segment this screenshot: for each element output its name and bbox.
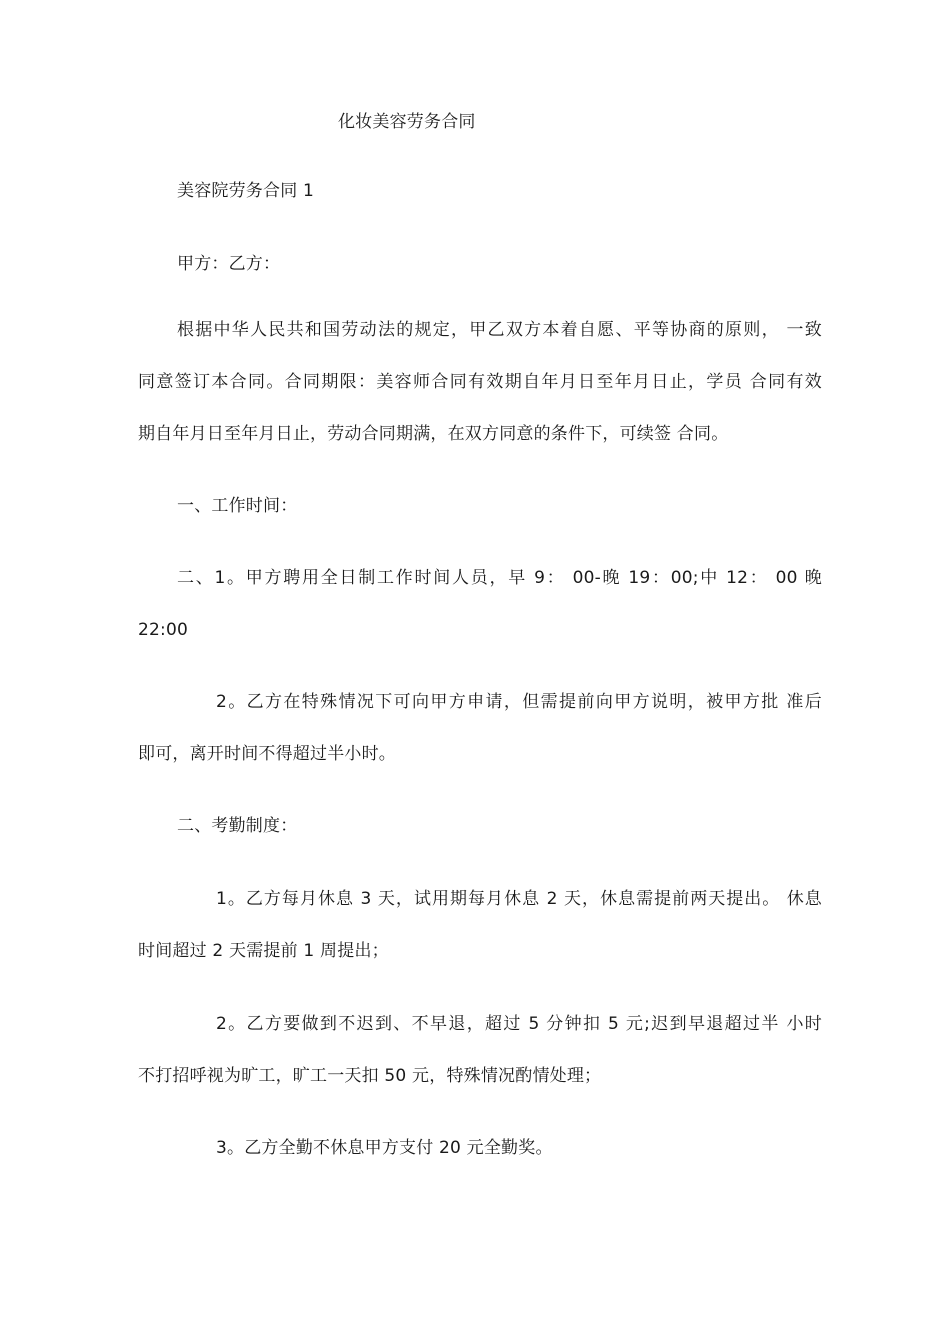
document-title: 化妆美容劳务合同 (338, 112, 476, 132)
work-item-1-line-1: 二、1。甲方聘用全日制工作时间人员，早 9： 00-晚 19：00;中 12： 00 晚 (177, 568, 822, 588)
work-item-2-line-1: 2。乙方在特殊情况下可向甲方申请，但需提前向甲方说明，被甲方批 准后 (216, 692, 822, 712)
parties-line: 甲方：乙方： (177, 254, 281, 274)
work-item-2-line-2: 即可，离开时间不得超过半小时。 (138, 744, 396, 764)
intro-line-2: 同意签订本合同。合同期限：美容师合同有效期自年月日至年月日止，学员 合同有效 (138, 372, 822, 392)
section-work-time-heading: 一、工作时间： (177, 496, 298, 516)
intro-line-3: 期自年月日至年月日止，劳动合同期满，在双方同意的条件下，可续签 合同。 (138, 424, 729, 444)
intro-line-1: 根据中华人民共和国劳动法的规定，甲乙双方本着自愿、平等协商的原则， 一致 (177, 320, 822, 340)
work-item-1-line-2: 22:00 (138, 620, 188, 640)
attend-item-1-line-1: 1。乙方每月休息 3 天，试用期每月休息 2 天，休息需提前两天提出。 休息 (216, 889, 822, 909)
document-subtitle: 美容院劳务合同 1 (177, 181, 315, 201)
section-attendance-heading: 二、考勤制度： (177, 816, 298, 836)
attend-item-2-line-1: 2。乙方要做到不迟到、不早退，超过 5 分钟扣 5 元;迟到早退超过半 小时 (216, 1014, 822, 1034)
attend-item-1-line-2: 时间超过 2 天需提前 1 周提出； (138, 941, 389, 961)
attend-item-3: 3。乙方全勤不休息甲方支付 20 元全勤奖。 (216, 1138, 553, 1158)
attend-item-2-line-2: 不打招呼视为旷工，旷工一天扣 50 元，特殊情况酌情处理； (138, 1066, 602, 1086)
